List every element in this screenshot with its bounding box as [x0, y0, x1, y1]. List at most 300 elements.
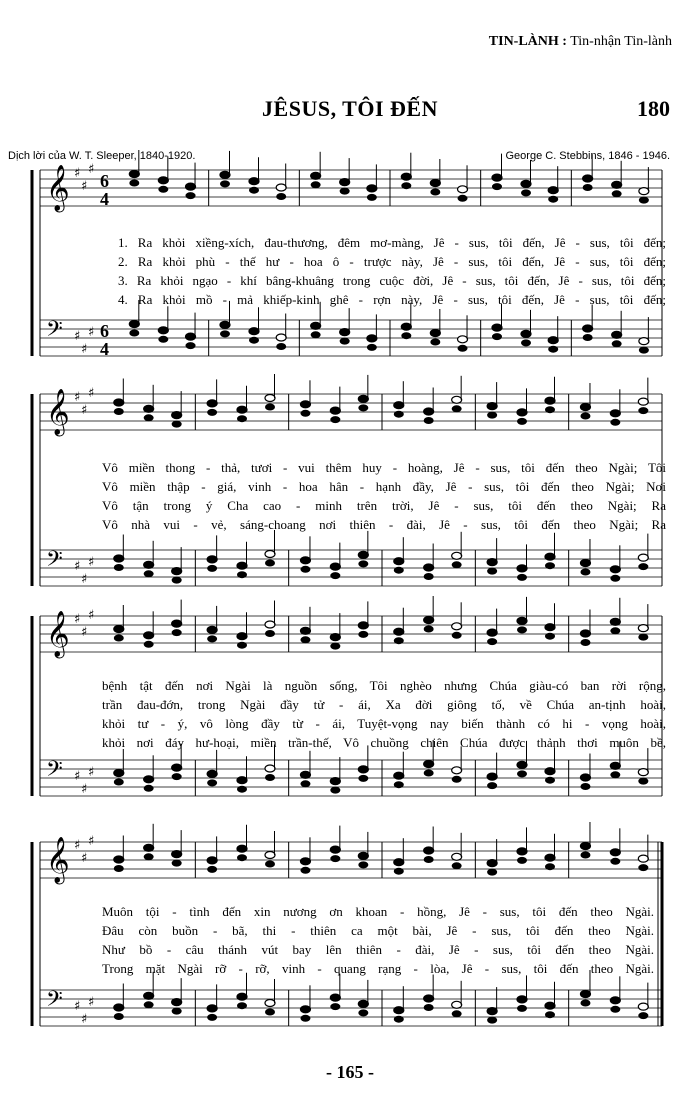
- sharp-icon: ♯: [81, 179, 88, 194]
- notehead: [394, 637, 404, 644]
- notehead: [265, 1009, 275, 1016]
- notehead: [237, 562, 247, 569]
- notehead: [521, 330, 531, 337]
- notehead: [114, 626, 124, 633]
- notehead: [300, 867, 310, 874]
- notehead: [340, 188, 350, 195]
- sharp-icon: ♯: [74, 769, 81, 784]
- notehead: [610, 858, 620, 865]
- notehead: [394, 1016, 404, 1023]
- notehead: [452, 405, 462, 412]
- notehead: [452, 1010, 462, 1017]
- music-system-2: [0, 386, 700, 600]
- sharp-icon: ♯: [88, 555, 95, 570]
- music-system-1: [0, 162, 700, 380]
- notehead: [612, 190, 622, 197]
- notehead: [583, 175, 593, 182]
- sharp-icon: ♯: [81, 1012, 88, 1027]
- notehead: [612, 181, 622, 188]
- notehead: [207, 626, 217, 633]
- notehead: [580, 639, 590, 646]
- notehead: [311, 172, 321, 179]
- notehead: [487, 860, 497, 867]
- notehead: [517, 574, 527, 581]
- notehead: [545, 406, 555, 413]
- notehead: [330, 778, 340, 785]
- notehead: [638, 554, 648, 561]
- notehead: [207, 770, 217, 777]
- notehead: [394, 772, 404, 779]
- notehead: [265, 551, 275, 558]
- notehead: [237, 993, 247, 1000]
- music-system-3: [0, 610, 700, 820]
- notehead: [424, 408, 434, 415]
- notehead: [517, 848, 527, 855]
- notehead: [220, 330, 230, 337]
- notehead: [358, 852, 368, 859]
- notehead: [638, 769, 648, 776]
- time-signature-top: 6: [100, 321, 109, 341]
- notehead: [401, 173, 411, 180]
- notehead: [394, 558, 404, 565]
- notehead: [638, 407, 648, 414]
- time-signature-bottom: 4: [100, 339, 109, 359]
- notehead: [580, 991, 590, 998]
- notehead: [452, 1001, 462, 1008]
- notehead: [487, 638, 497, 645]
- notehead: [265, 1000, 275, 1007]
- notehead: [207, 857, 217, 864]
- sharp-icon: ♯: [88, 608, 95, 623]
- lyric-verse-3: 3. Ra khỏi ngạo - khí bâng-khuâng trong cuộc đời, Jê - sus, tôi đến, Jê - sus, tôi đến;: [118, 273, 666, 288]
- notehead: [580, 630, 590, 637]
- notehead: [207, 409, 217, 416]
- notehead: [517, 996, 527, 1003]
- notehead: [237, 642, 247, 649]
- lyrics-block: [118, 233, 666, 309]
- notehead: [424, 761, 434, 768]
- bass-clef-icon: 𝄢: [46, 317, 63, 347]
- notehead: [144, 405, 154, 412]
- notehead: [129, 330, 139, 337]
- notehead: [340, 179, 350, 186]
- notehead: [638, 634, 648, 641]
- notehead: [430, 180, 440, 187]
- notehead: [610, 566, 620, 573]
- notehead: [358, 766, 368, 773]
- notehead: [158, 327, 168, 334]
- notehead: [265, 774, 275, 781]
- treble-clef-icon: 𝄞: [46, 389, 70, 435]
- notehead: [452, 767, 462, 774]
- notehead: [580, 1000, 590, 1007]
- lyric-verse-4: Vô nhà vui - vẻ, sáng-choang nơi thiên - đài, Jê - sus, tôi đến theo Ngài; Ra: [102, 517, 666, 532]
- notehead: [144, 853, 154, 860]
- notehead: [610, 419, 620, 426]
- notehead: [452, 561, 462, 568]
- notehead: [545, 633, 555, 640]
- notehead: [249, 328, 259, 335]
- notehead: [517, 761, 527, 768]
- notehead: [144, 1001, 154, 1008]
- sharp-icon: ♯: [74, 838, 81, 853]
- sharp-icon: ♯: [74, 612, 81, 627]
- notehead: [172, 629, 182, 636]
- notehead: [548, 337, 558, 344]
- notehead: [610, 1006, 620, 1013]
- notehead: [237, 777, 247, 784]
- notehead: [300, 557, 310, 564]
- notehead: [430, 330, 440, 337]
- notehead: [583, 325, 593, 332]
- notehead: [401, 182, 411, 189]
- notehead: [249, 187, 259, 194]
- sharp-icon: ♯: [81, 851, 88, 866]
- lyric-verse-4: 4. Ra khỏi mồ - mả khiếp-kinh ghê - rợn này, Jê - sus, tôi đến, Jê - sus, tôi đến;: [118, 292, 666, 307]
- treble-clef-icon: 𝄞: [46, 611, 70, 657]
- notehead: [330, 994, 340, 1001]
- notehead: [639, 347, 649, 354]
- notehead: [580, 783, 590, 790]
- notehead: [330, 416, 340, 423]
- notehead: [129, 321, 139, 328]
- notehead: [172, 620, 182, 627]
- notehead: [548, 346, 558, 353]
- notehead: [330, 634, 340, 641]
- notehead: [144, 414, 154, 421]
- notehead: [172, 773, 182, 780]
- notehead: [172, 568, 182, 575]
- notehead: [517, 565, 527, 572]
- notehead: [330, 563, 340, 570]
- notehead: [430, 339, 440, 346]
- notehead: [144, 785, 154, 792]
- notehead: [610, 618, 620, 625]
- notehead: [330, 1003, 340, 1010]
- notehead: [394, 1007, 404, 1014]
- notehead: [487, 403, 497, 410]
- sharp-icon: ♯: [88, 834, 95, 849]
- notehead: [487, 1017, 497, 1024]
- notehead: [610, 771, 620, 778]
- notehead: [517, 1005, 527, 1012]
- notehead: [358, 1000, 368, 1007]
- notehead: [424, 995, 434, 1002]
- notehead: [172, 1008, 182, 1015]
- notehead: [545, 863, 555, 870]
- notehead: [237, 571, 247, 578]
- notehead: [430, 189, 440, 196]
- sharp-icon: ♯: [74, 329, 81, 344]
- notehead: [207, 866, 217, 873]
- notehead: [517, 626, 527, 633]
- notehead: [545, 1011, 555, 1018]
- notehead: [424, 417, 434, 424]
- notehead: [114, 865, 124, 872]
- notehead: [487, 773, 497, 780]
- notehead: [517, 409, 527, 416]
- notehead: [300, 401, 310, 408]
- lyric-verse-2: Vô miền thập - giá, vinh - hoa hân - hạnh đầy, Jê - sus, tôi đến theo Ngài; Nơi: [102, 479, 666, 494]
- section-subtitle: Tin-nhận Tin-lành: [570, 34, 672, 49]
- notehead: [394, 859, 404, 866]
- notehead: [207, 1014, 217, 1021]
- notehead: [114, 555, 124, 562]
- notehead: [545, 777, 555, 784]
- notehead: [639, 338, 649, 345]
- notehead: [172, 412, 182, 419]
- notehead: [158, 177, 168, 184]
- notehead: [610, 627, 620, 634]
- notehead: [330, 407, 340, 414]
- notehead: [114, 399, 124, 406]
- notehead: [358, 861, 368, 868]
- lyric-verse-1: Muôn tội - tình đến xin nương ơn khoan - hồng, Jê - sus, tôi đến theo Ngài.: [102, 904, 654, 919]
- notehead: [237, 633, 247, 640]
- notehead: [452, 552, 462, 559]
- notehead: [580, 569, 590, 576]
- notehead: [358, 622, 368, 629]
- notehead: [452, 853, 462, 860]
- notehead: [114, 779, 124, 786]
- notehead: [220, 180, 230, 187]
- notehead: [300, 771, 310, 778]
- notehead: [300, 636, 310, 643]
- lyric-verse-3: Vô tận trong ý Cha cao - minh trên trời, Jê - sus, tôi đến theo Ngài; Ra: [102, 498, 666, 513]
- notehead: [172, 851, 182, 858]
- sharp-icon: ♯: [81, 403, 88, 418]
- notehead: [237, 406, 247, 413]
- notehead: [114, 1004, 124, 1011]
- section-label: TIN-LÀNH :: [488, 34, 567, 49]
- notehead: [220, 171, 230, 178]
- notehead: [300, 780, 310, 787]
- notehead: [144, 561, 154, 568]
- notehead: [311, 331, 321, 338]
- notehead: [517, 418, 527, 425]
- notehead: [580, 560, 590, 567]
- notehead: [610, 410, 620, 417]
- notehead: [458, 336, 468, 343]
- treble-clef-icon: 𝄞: [46, 165, 70, 211]
- notehead: [358, 551, 368, 558]
- notehead: [517, 617, 527, 624]
- notehead: [358, 631, 368, 638]
- notehead: [207, 635, 217, 642]
- lyrics-block: [102, 676, 666, 752]
- notehead: [638, 625, 648, 632]
- notehead: [249, 337, 259, 344]
- notehead: [172, 999, 182, 1006]
- lyricist-credit: Dịch lời của W. T. Sleeper, 1840-1920.: [8, 150, 196, 162]
- notehead: [610, 849, 620, 856]
- notehead: [114, 1013, 124, 1020]
- notehead: [300, 627, 310, 634]
- notehead: [276, 334, 286, 341]
- composer-credit: George C. Stebbins, 1846 - 1946.: [505, 150, 670, 162]
- notehead: [144, 641, 154, 648]
- notehead: [638, 864, 648, 871]
- notehead: [424, 573, 434, 580]
- title-row: [0, 96, 700, 126]
- notehead: [517, 770, 527, 777]
- notehead: [265, 560, 275, 567]
- lyric-verse-2: 2. Ra khỏi phù - thế hư - hoa ô - trược này, Jê - sus, tôi đến, Jê - sus, tôi đến;: [118, 254, 666, 269]
- notehead: [583, 334, 593, 341]
- notehead: [458, 186, 468, 193]
- bass-clef-icon: 𝄢: [46, 987, 63, 1017]
- notehead: [158, 336, 168, 343]
- notehead: [114, 770, 124, 777]
- notehead: [612, 331, 622, 338]
- notehead: [276, 184, 286, 191]
- notehead: [265, 395, 275, 402]
- notehead: [186, 342, 196, 349]
- notehead: [207, 565, 217, 572]
- notehead: [311, 181, 321, 188]
- notehead: [639, 188, 649, 195]
- notehead: [358, 404, 368, 411]
- notehead: [220, 321, 230, 328]
- notehead: [358, 1009, 368, 1016]
- notehead: [358, 395, 368, 402]
- notehead: [207, 1005, 217, 1012]
- notehead: [487, 568, 497, 575]
- notehead: [237, 845, 247, 852]
- notehead: [144, 992, 154, 999]
- notehead: [452, 396, 462, 403]
- notehead: [237, 415, 247, 422]
- notehead: [276, 193, 286, 200]
- notehead: [394, 781, 404, 788]
- notehead: [639, 197, 649, 204]
- notehead: [330, 787, 340, 794]
- notehead: [452, 632, 462, 639]
- lyric-verse-1: 1. Ra khỏi xiềng-xích, đau-thương, đêm mơ-màng, Jê - sus, tôi đến, Jê - sus, tôi đến;: [118, 235, 666, 250]
- lyric-verse-4: Trong mặt Ngài rỡ - rỡ, vinh - quang rạng - lòa, Jê - sus, tôi đến theo Ngài.: [102, 961, 654, 976]
- notehead: [401, 323, 411, 330]
- notehead: [487, 782, 497, 789]
- notehead: [487, 869, 497, 876]
- hymn-title: JÊSUS, TÔI ĐẾN: [262, 96, 438, 121]
- notehead: [492, 324, 502, 331]
- treble-clef-icon: 𝄞: [46, 837, 70, 883]
- notehead: [638, 1012, 648, 1019]
- bass-clef-icon: 𝄢: [46, 757, 63, 787]
- notehead: [492, 183, 502, 190]
- notehead: [114, 856, 124, 863]
- notehead: [186, 333, 196, 340]
- notehead: [452, 776, 462, 783]
- music-system-4: [0, 830, 700, 1050]
- notehead: [517, 857, 527, 864]
- notehead: [265, 852, 275, 859]
- notehead: [249, 178, 259, 185]
- notehead: [144, 844, 154, 851]
- sharp-icon: ♯: [81, 625, 88, 640]
- notehead: [186, 192, 196, 199]
- lyrics-block: [102, 458, 666, 534]
- notehead: [394, 868, 404, 875]
- notehead: [330, 855, 340, 862]
- notehead: [638, 1003, 648, 1010]
- sharp-icon: ♯: [88, 162, 95, 177]
- notehead: [129, 180, 139, 187]
- sharp-icon: ♯: [81, 782, 88, 797]
- sharp-icon: ♯: [74, 999, 81, 1014]
- sharp-icon: ♯: [74, 166, 81, 181]
- notehead: [487, 412, 497, 419]
- notehead: [394, 628, 404, 635]
- notehead: [367, 344, 377, 351]
- notehead: [548, 187, 558, 194]
- notehead: [638, 778, 648, 785]
- notehead: [367, 194, 377, 201]
- sharp-icon: ♯: [88, 325, 95, 340]
- notehead: [237, 854, 247, 861]
- lyric-verse-2: trần đau-đớn, trong Ngài đầy tử - ái, Xa đời giông tố, về Chúa an-tịnh hoài,: [102, 697, 666, 712]
- notehead: [487, 559, 497, 566]
- notehead: [358, 775, 368, 782]
- notehead: [424, 847, 434, 854]
- notehead: [300, 566, 310, 573]
- notehead: [265, 630, 275, 637]
- notehead: [610, 575, 620, 582]
- notehead: [638, 563, 648, 570]
- notehead: [330, 572, 340, 579]
- notehead: [265, 621, 275, 628]
- notehead: [580, 843, 590, 850]
- sharp-icon: ♯: [88, 765, 95, 780]
- notehead: [311, 322, 321, 329]
- notehead: [583, 184, 593, 191]
- notehead: [330, 846, 340, 853]
- sharp-icon: ♯: [74, 390, 81, 405]
- time-signature-bottom: 4: [100, 189, 109, 209]
- notehead: [172, 860, 182, 867]
- sharp-icon: ♯: [74, 559, 81, 574]
- sharp-icon: ♯: [88, 995, 95, 1010]
- notehead: [158, 186, 168, 193]
- notehead: [114, 635, 124, 642]
- notehead: [144, 776, 154, 783]
- notehead: [114, 408, 124, 415]
- notehead: [265, 404, 275, 411]
- notehead: [144, 570, 154, 577]
- notehead: [545, 1002, 555, 1009]
- notehead: [114, 564, 124, 571]
- notehead: [207, 779, 217, 786]
- lyric-verse-4: khỏi nơi đáy hư-hoại, miền trần-thế, Vô chuồng chiên Chúa được thảnh thơi muôn bề,: [102, 735, 666, 750]
- lyric-verse-1: bệnh tật đến nơi Ngài là nguồn sống, Tôi nghèo nhưng Chúa giàu-có ban rời rộng,: [102, 678, 666, 693]
- notehead: [367, 335, 377, 342]
- sharp-icon: ♯: [81, 572, 88, 587]
- notehead: [358, 560, 368, 567]
- lyric-verse-1: Vô miền thong - thả, tươi - vui thêm huy - hoàng, Jê - sus, tôi đến theo Ngài; Tôi: [102, 460, 666, 475]
- notehead: [394, 567, 404, 574]
- notehead: [521, 180, 531, 187]
- notehead: [452, 862, 462, 869]
- notehead: [394, 411, 404, 418]
- notehead: [492, 174, 502, 181]
- notehead: [545, 553, 555, 560]
- notehead: [424, 626, 434, 633]
- notehead: [521, 339, 531, 346]
- notehead: [424, 564, 434, 571]
- notehead: [580, 404, 590, 411]
- notehead: [276, 343, 286, 350]
- notehead: [330, 643, 340, 650]
